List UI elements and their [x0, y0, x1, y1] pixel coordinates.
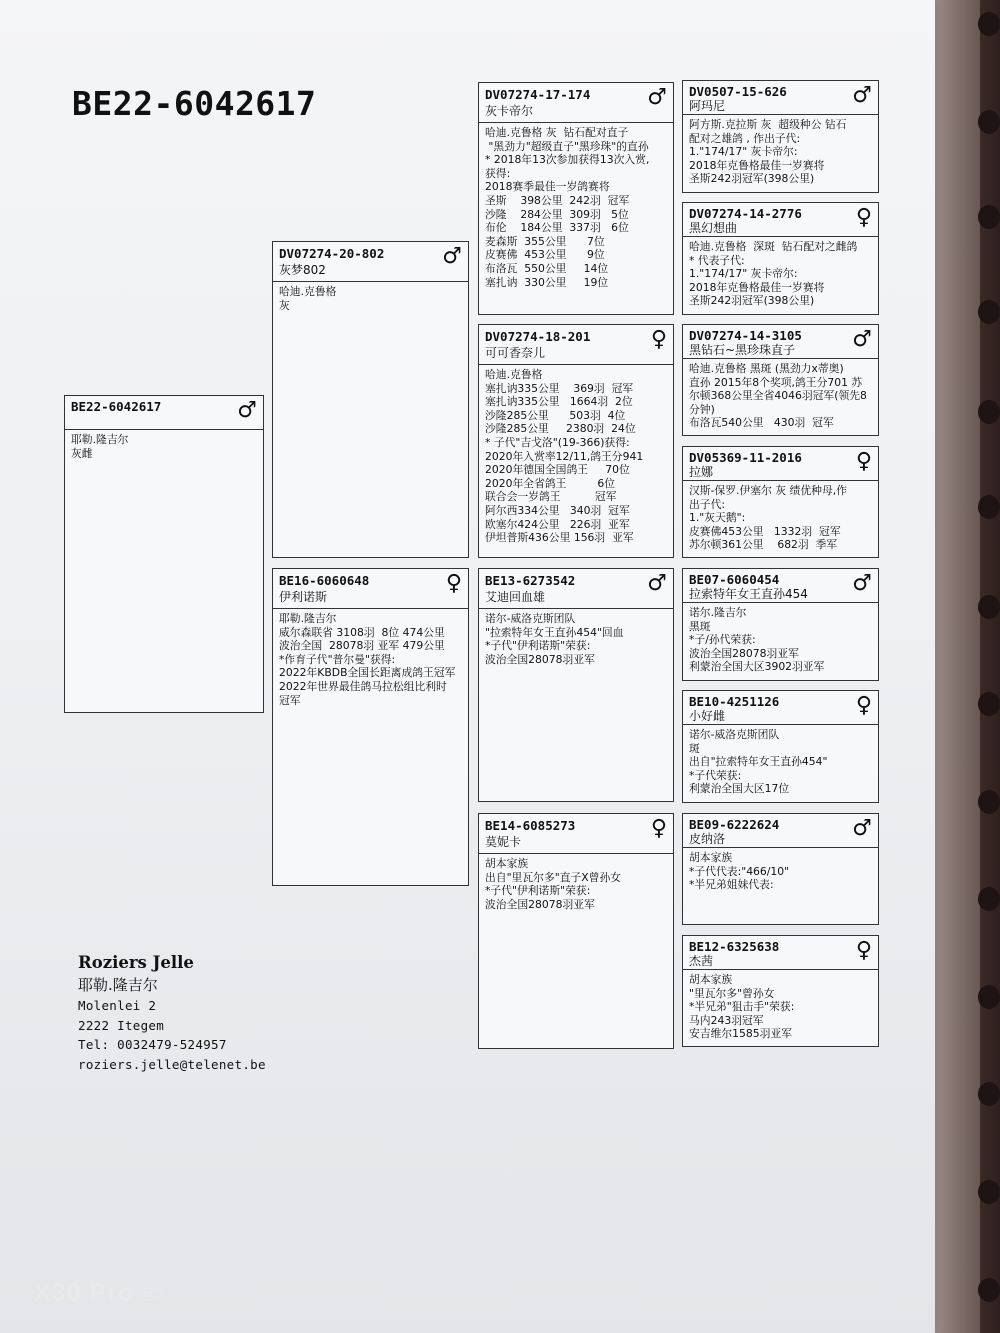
- card-notes: 诺尔.隆吉尔 黑斑 *子/孙代荣获: 波治全国28078羽亚军 利蒙治全国大区3902羽亚军: [689, 606, 825, 674]
- bird-name: 伊利诺斯: [279, 590, 328, 604]
- pedigree-card-ssd: [682, 202, 879, 315]
- pedigree-card-dam-dam: [478, 813, 674, 1049]
- sex-symbol-icon: ♀: [855, 938, 872, 963]
- sex-symbol-icon: ♀: [855, 205, 872, 230]
- bird-name: 杰茜: [689, 954, 714, 968]
- sex-symbol-icon: ♀: [855, 693, 872, 718]
- bird-name: 艾迪回血雄: [485, 590, 546, 604]
- card-notes: 哈迪.克鲁格 深斑 钻石配对之雌鸽 * 代表子代: 1."174/17" 灰卡帝尔: 2018年克鲁格最佳一岁赛将 圣斯242羽冠军(398公里): [689, 240, 858, 308]
- bird-name: 灰梦802: [279, 263, 326, 277]
- binder-hole: [978, 12, 1000, 36]
- owner-phone: Tel: 0032479-524957: [78, 1037, 227, 1052]
- pedigree-card-sds: [682, 324, 879, 436]
- binder-hole: [978, 1180, 1000, 1204]
- pedigree-card-dam: [272, 568, 469, 886]
- sex-symbol-icon: ♂: [852, 83, 872, 108]
- ring-number: DV05369-11-2016: [689, 450, 802, 465]
- ring-number: BE12-6325638: [689, 939, 780, 954]
- card-notes: 哈迪.克鲁格 灰: [279, 285, 337, 312]
- owner-address-line1: Molenlei 2: [78, 998, 157, 1013]
- card-notes: 哈迪.克鲁格 灰 钻石配对直子 "黑劲力"超级直子"黑珍珠"的直孙 * 2018年13次参加获得13次入赏, 获得: 2018赛季最佳一岁鸽赛将 圣斯 398公里 242羽 冠军 沙隆 284公里 309羽 5位 布伦 184公里 337羽 6位 麦森斯 355公里 7位 皮赛佛 453公里 9位 布洛瓦 550公里 14位 塞扎讷 330公里 19位: [485, 126, 650, 289]
- ring-number: BE10-4251126: [689, 694, 780, 709]
- pedigree-card-sire-sire: [478, 82, 674, 315]
- ring-number: DV07274-18-201: [485, 329, 591, 344]
- card-notes: 耶勒.隆吉尔 威尔森联省 3108羽 8位 474公里 波治全国 28078羽 亚军 479公里 *作育子代"普尔曼"获得: 2022年KBDB全国长距离成鸽王冠军 2022年世界最佳鸽马拉松组比利时 冠军: [279, 612, 456, 707]
- binder-hole: [978, 1082, 1000, 1106]
- card-notes: 耶勒.隆吉尔 灰雌: [71, 433, 129, 460]
- ring-number: DV07274-20-802: [279, 246, 385, 261]
- binder-hole: [978, 985, 1000, 1009]
- ring-number: BE14-6085273: [485, 818, 576, 833]
- bird-name: 小好雌: [689, 709, 726, 723]
- ring-number: DV07274-14-3105: [689, 328, 802, 343]
- binder-hole: [978, 495, 1000, 519]
- ring-number: BE07-6060454: [689, 572, 780, 587]
- owner-address-line2: 2222 Itegem: [78, 1017, 165, 1033]
- binder-hole: [978, 110, 1000, 134]
- owner-contact: [78, 952, 266, 1074]
- bird-name: 拉索特年女王直孙454: [689, 587, 808, 601]
- card-notes: 汉斯-保罗.伊塞尔 灰 绩优种母,作 出子代: 1."灰天鹅": 皮赛佛453公里 1332羽 冠军 苏尔顿361公里 682羽 季军: [689, 484, 847, 552]
- card-notes: 阿方斯.克拉斯 灰 超级种公 钻石 配对之雄鸽 , 作出子代: 1."174/17" 灰卡帝尔: 2018年克鲁格最佳一岁赛将 圣斯242羽冠军(398公里): [689, 118, 847, 186]
- sex-symbol-icon: ♀: [855, 449, 872, 474]
- ring-number: BE16-6060648: [279, 573, 370, 588]
- sex-symbol-icon: ♂: [852, 571, 872, 596]
- pedigree-card-subject: [64, 395, 264, 713]
- binder-hole: [978, 692, 1000, 716]
- ring-number: BE22-6042617: [71, 399, 162, 414]
- bird-name: 皮纳洛: [689, 832, 726, 846]
- sex-symbol-icon: ♂: [442, 244, 462, 269]
- owner-email: roziers.jelle@telenet.be: [78, 1056, 266, 1072]
- owner-name-cn: 耶勒.隆吉尔: [78, 976, 158, 994]
- ring-number: DV07274-17-174: [485, 87, 591, 102]
- card-notes: 胡本家族 "里瓦尔多"曾孙女 *半兄弟"狙击手"荣获: 马内243羽冠军 安吉维尔1585羽亚军: [689, 973, 795, 1041]
- sex-symbol-icon: ♂: [237, 398, 257, 423]
- sex-symbol-icon: ♂: [647, 571, 667, 596]
- ring-number: DV07274-14-2776: [689, 206, 802, 221]
- card-notes: 胡本家族 出自"里瓦尔多"直子X曾孙女 *子代"伊利诺斯"荣获: 波治全国28078羽亚军: [485, 857, 622, 911]
- ring-number: BE09-6222624: [689, 817, 780, 832]
- bird-name: 莫妮卡: [485, 835, 522, 849]
- card-notes: 诺尔-威洛克斯团队 "拉索特年女王直孙454"回血 *子代"伊利诺斯"荣获: 波治全国28078羽亚军: [485, 612, 624, 666]
- sex-symbol-icon: ♀: [650, 327, 667, 352]
- ring-number: BE13-6273542: [485, 573, 576, 588]
- pedigree-card-dds: [682, 813, 879, 925]
- pedigree-card-ddd: [682, 935, 879, 1047]
- binder-hole: [978, 790, 1000, 814]
- sex-symbol-icon: ♂: [852, 816, 872, 841]
- sex-symbol-icon: ♀: [650, 816, 667, 841]
- bird-name: 可可香奈儿: [485, 346, 546, 360]
- binder-hole: [978, 595, 1000, 619]
- ring-number: DV0507-15-626: [689, 84, 787, 99]
- bird-name: 黑钻石~黑珍珠直子: [689, 343, 796, 357]
- pedigree-card-sss: [682, 80, 879, 193]
- card-notes: 哈迪.克鲁格 黑斑 (黑劲力x蒂奥) 直孙 2015年8个奖项,鸽王分701 苏 尔顿368公里全省4046羽冠军(领先8 分钟) 布洛瓦540公里 430羽 冠军: [689, 362, 867, 430]
- card-notes: 哈迪.克鲁格 塞扎讷335公里 369羽 冠军 塞扎讷335公里 1664羽 2位 沙隆285公里 503羽 4位 沙隆285公里 2380羽 24位 * 子代"吉戈洛"(19-366)获得: 2020年入赏率12/11,鸽王分941 2020年德国全国鸽王 70位 2020年全省鸽王 6位 联合会一岁鸽王 冠军 阿尔西334公里 340羽 冠军 欧塞尔424公里 226羽 亚军 伊坦普斯436公里 156羽 亚军: [485, 368, 644, 545]
- sex-symbol-icon: ♂: [647, 85, 667, 110]
- binder-hole: [978, 1278, 1000, 1302]
- binder-hole: [978, 887, 1000, 911]
- bird-name: 黑幻想曲: [689, 221, 738, 235]
- network-badge: 5G: [138, 1288, 162, 1300]
- pedigree-card-sire: [272, 241, 469, 558]
- camera-model: X30 Pro: [34, 1279, 135, 1307]
- pedigree-card-sire-dam: [478, 324, 674, 558]
- binder-hole: [978, 400, 1000, 424]
- owner-name: Roziers Jelle: [78, 953, 194, 972]
- plastic-sleeve-edge: [935, 0, 980, 1333]
- camera-watermark: [34, 1279, 162, 1308]
- binder-hole: [978, 205, 1000, 229]
- card-notes: 胡本家族 *子代代表:"466/10" *半兄弟姐妹代表:: [689, 851, 790, 892]
- binder-hole: [978, 300, 1000, 324]
- sex-symbol-icon: ♀: [445, 571, 462, 596]
- pedigree-card-dsd: [682, 690, 879, 803]
- sex-symbol-icon: ♂: [852, 327, 872, 352]
- card-notes: 诺尔-威洛克斯团队 斑 出自"拉索特年女王直孙454" *子代荣获: 利蒙治全国大区17位: [689, 728, 828, 796]
- bird-name: 阿玛尼: [689, 99, 726, 113]
- pedigree-card-dss: [682, 568, 879, 681]
- page-title: BE22-6042617: [72, 84, 317, 123]
- pedigree-card-sdd: [682, 446, 879, 558]
- bird-name: 灰卡帝尔: [485, 104, 534, 118]
- pedigree-card-dam-sire: [478, 568, 674, 802]
- bird-name: 拉娜: [689, 465, 714, 479]
